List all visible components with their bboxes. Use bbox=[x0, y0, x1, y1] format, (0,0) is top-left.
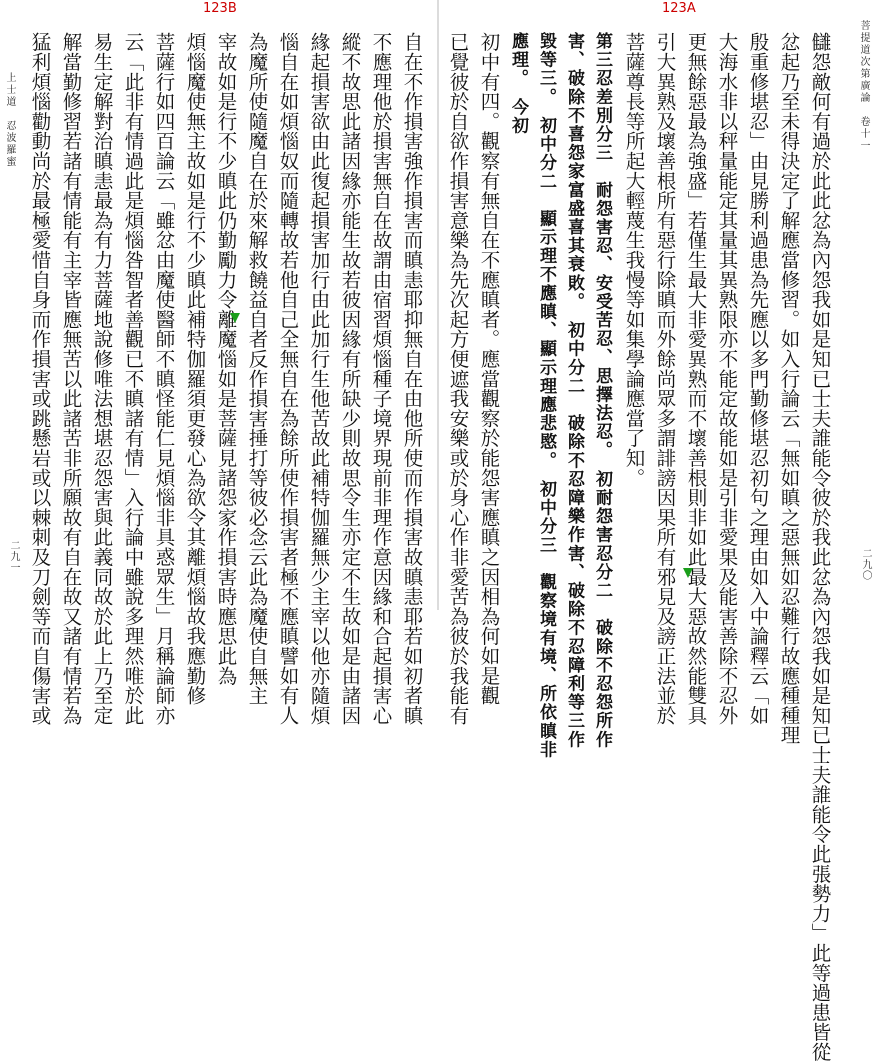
text-column: 解當勤修習若諸有情能有主宰皆應無苦以此諸苦非所願故有自在故又諸有情若為 bbox=[59, 32, 83, 725]
text-column: 惱自在如煩惱奴而隨轉故若他自己全無自在為餘所使作損害者極不應瞋譬如有人 bbox=[276, 32, 300, 725]
text-column: 易生定解對治瞋恚最為有力菩薩地說修唯法想堪忍怨害與此義同故於此上乃至定 bbox=[90, 32, 114, 725]
text-column: 緣起損害欲由此復起損害加行由此加行生他苦故此補特伽羅無少主宰以他亦隨煩 bbox=[307, 32, 331, 725]
outline-heading-column: 毀等三。 初中分二 顯示理不應瞋、顯示理應悲愍。 初中分三 觀察境有境、所依瞋非 bbox=[536, 32, 556, 759]
text-column: 煩惱魔使無主故如是行不少瞋此補特伽羅須更發心為欲令其離煩惱故我應勤修 bbox=[183, 32, 207, 706]
right-page-number: 二九〇 bbox=[860, 548, 871, 581]
text-column: 縱不故思此諸因緣亦能生故若彼因緣有所缺少則故思令生亦定不生故如是由諸因 bbox=[338, 32, 362, 725]
text-column: 忿起乃至未得決定了解應當修習。如入行論云「無如瞋之惡無如忍難行故應種種理 bbox=[777, 32, 801, 745]
text-column: 更無餘惡最為強盛」若僅生最大非愛異熟而不壞善根則非如此最大惡故然能雙具 bbox=[684, 32, 708, 725]
annotation-marker-icon bbox=[683, 568, 693, 578]
text-column: 為魔所使隨魔自在於來解救饒益自者反作損害捶打等彼必念云此為魔使自無主 bbox=[245, 32, 269, 706]
text-column: 引大異熟及壞善根所有惡行除瞋而外餘尚眾多謂誹謗因果所有邪見及謗正法並於 bbox=[653, 32, 677, 725]
text-column: 猛利煩惱勸動尚於最極愛惜自身而作損害或跳懸岩或以棘刺及刀劍等而自傷害或 bbox=[28, 32, 52, 725]
text-column: 菩薩行如四百論云「雖忿由魔使醫師不瞋怪能仁見煩惱非具惑眾生」月稱論師亦 bbox=[152, 32, 176, 725]
left-running-title: 上士道 忍波羅蜜 bbox=[4, 72, 15, 168]
outline-heading-column: 應理。 今初 bbox=[508, 32, 528, 136]
outline-heading-column: 害、破除不喜怨家富盛喜其衰敗。 初中分二 破除不忍障樂作害、破除不忍障利等三作 bbox=[564, 32, 584, 749]
text-column: 云「此非有情過此是煩惱咎智者善觀已不瞋諸有情」入行論中雖說多理然唯於此 bbox=[121, 32, 145, 725]
annotation-marker-icon bbox=[230, 313, 240, 323]
text-column: 初中有四。觀察有無自在不應瞋者。應當觀察於能怨害應瞋之因相為何如是觀 bbox=[477, 32, 501, 706]
left-page-number: 二九一 bbox=[8, 540, 19, 573]
text-column: 菩薩尊長等所起大輕蔑生我慢等如集學論應當了知。 bbox=[622, 32, 646, 488]
outline-heading-column: 第三忍差別分三 耐怨害忍、安受苦忍、思擇法忍。 初耐怨害忍分二 破除不忍怨所作 bbox=[592, 32, 612, 749]
text-column: 自在不作損害強作損害而瞋恚耶抑無自在由他所使而作損害故瞋恚耶若如初者瞋 bbox=[400, 32, 424, 725]
text-column: 讎怨敵何有過於此此忿為內怨我如是知已士夫誰能令彼於我此忿為內怨我如是知已士夫誰能令此張勢力」此等過患皆從 bbox=[808, 32, 832, 1062]
text-column: 已覺彼於自欲作損害意樂為先次起方便遮我安樂或於身心作非愛苦為彼於我能有 bbox=[446, 32, 470, 725]
left-page-label: 123B bbox=[203, 1, 237, 16]
text-column: 不應理他於損害無自在故謂由宿習煩惱種子境界現前非理作意因緣和合起損害心 bbox=[369, 32, 393, 725]
page-fold bbox=[437, 0, 439, 610]
text-column: 宰故如是行不少瞋此仍勤勵力令離魔惱如是菩薩見諸怨家作損害時應思此為 bbox=[214, 32, 238, 686]
right-running-title: 菩提道次第廣論 卷十一 bbox=[858, 20, 869, 152]
right-page-label: 123A bbox=[662, 1, 696, 16]
text-column: 殷重修堪忍」由見勝利過患為先應以多門勤修堪忍初句之理由如入中論釋云「如 bbox=[746, 32, 770, 725]
text-column: 大海水非以秤量能定其量其異熟限亦不能定故能如是引非愛果及能害善除不忍外 bbox=[715, 32, 739, 725]
